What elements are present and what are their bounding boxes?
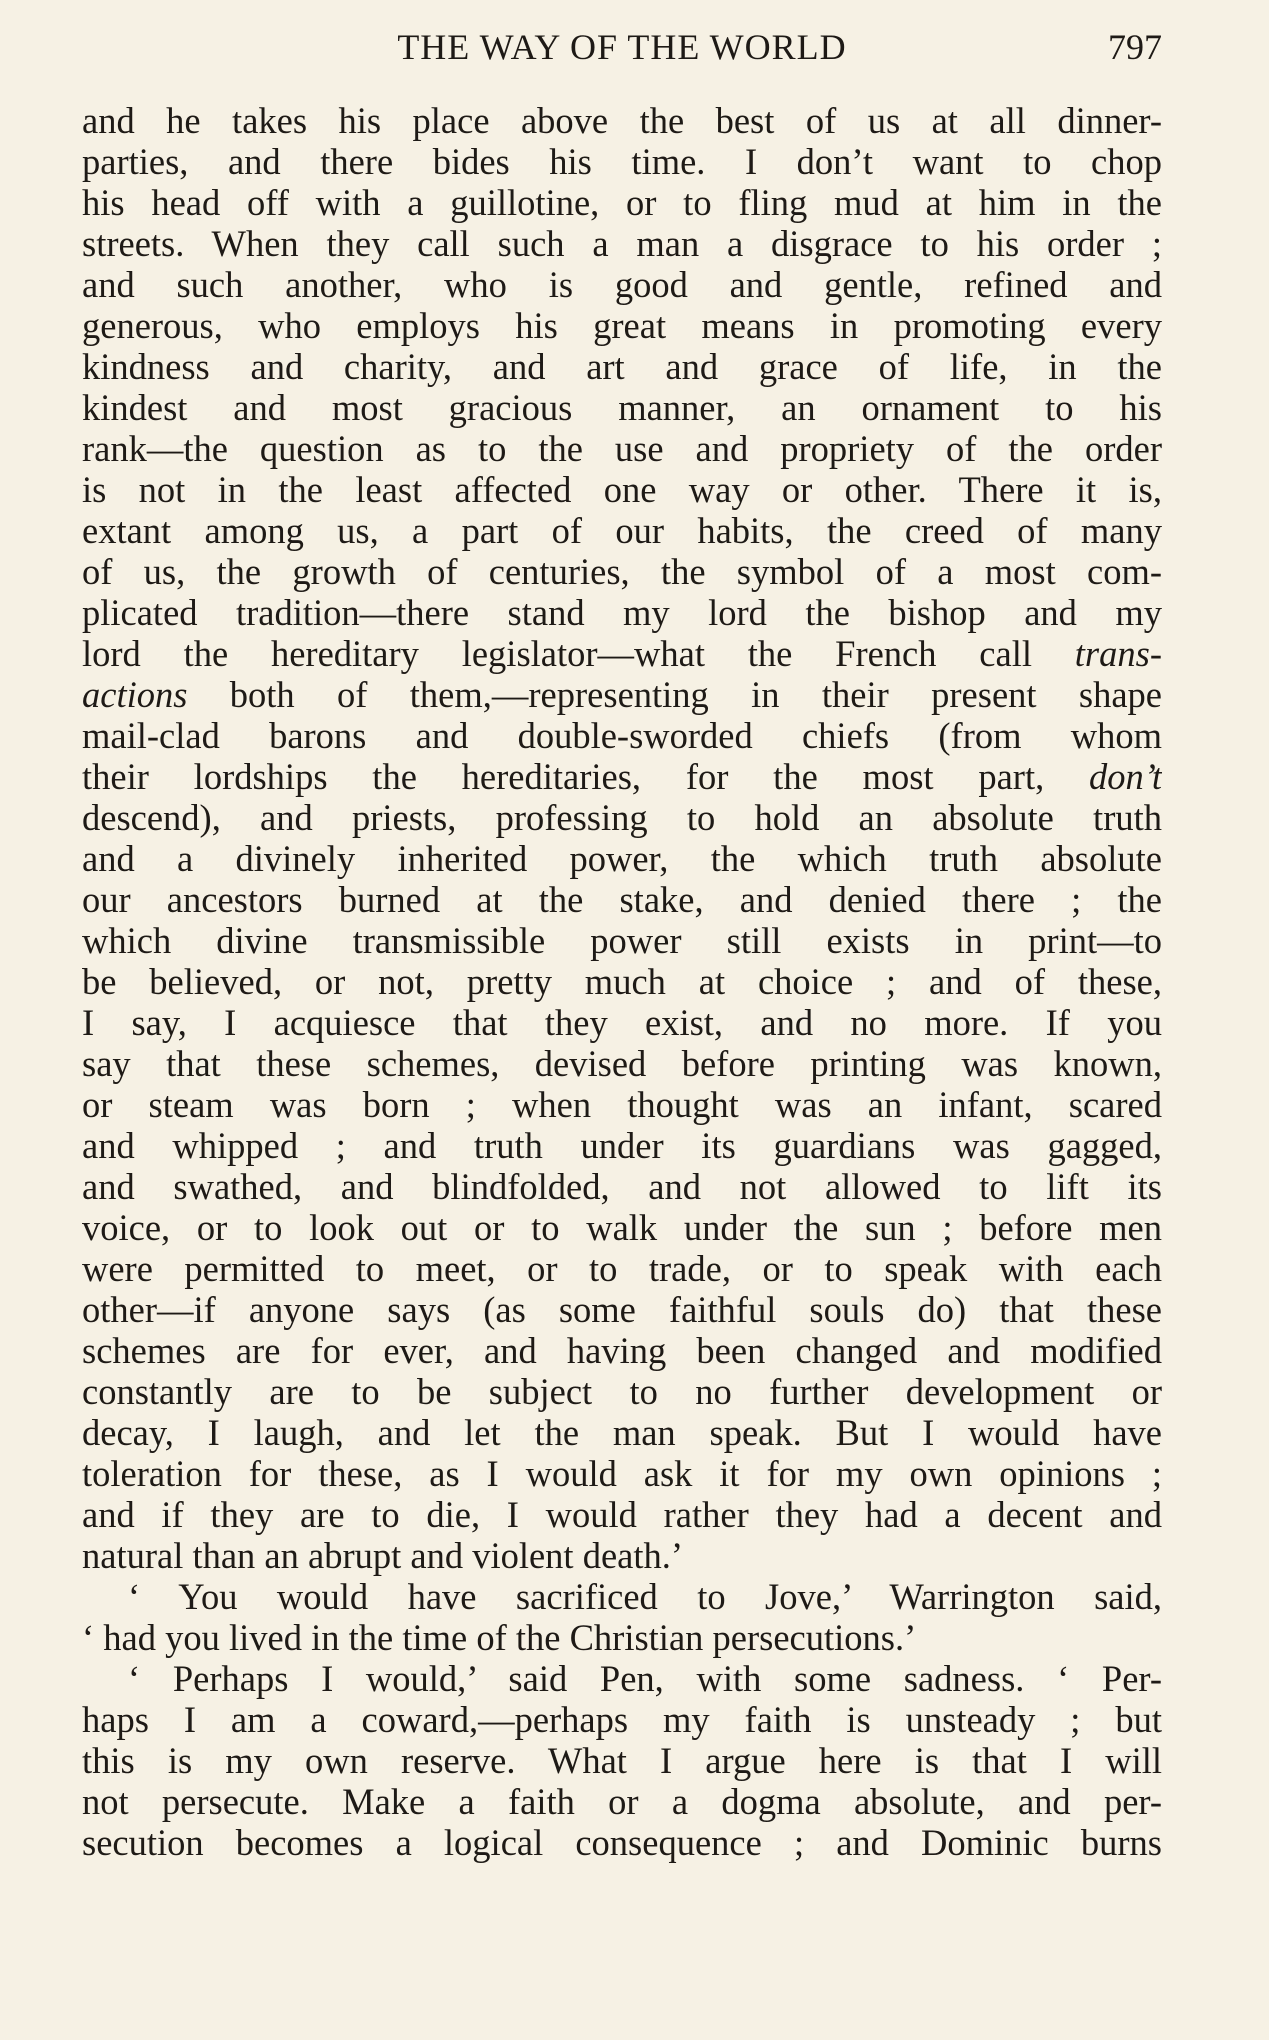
text-line: generous, who employs his great means in promoting every	[82, 305, 1162, 346]
text-line: this is my own reserve. What I argue here is that I will	[82, 1740, 1162, 1781]
text-line: I say, I acquiesce that they exist, and no more. If you	[82, 1002, 1162, 1043]
running-head	[82, 22, 1162, 72]
text-line: kindness and charity, and art and grace of life, in the	[82, 346, 1162, 387]
text-line: haps I am a coward,—perhaps my faith is unsteady ; but	[82, 1699, 1162, 1740]
text-line: streets. When they call such a man a disgrace to his order ;	[82, 223, 1162, 264]
text-line: be believed, or not, pretty much at choice ; and of these,	[82, 961, 1162, 1002]
text-line: schemes are for ever, and having been changed and modified	[82, 1330, 1162, 1371]
text-line: and a divinely inherited power, the which truth absolute	[82, 838, 1162, 879]
text-line: decay, I laugh, and let the man speak. But I would have	[82, 1412, 1162, 1453]
text-line: ‘ had you lived in the time of the Christian persecutions.’	[82, 1617, 917, 1658]
text-line	[82, 633, 1162, 674]
text-line: ‘ You would have sacrificed to Jove,’ Warrington said,	[128, 1576, 1162, 1617]
text-line: constantly are to be subject to no further development or	[82, 1371, 1162, 1412]
text-line	[82, 674, 1162, 715]
text-line: were permitted to meet, or to trade, or to speak with each	[82, 1248, 1162, 1289]
text-line: his head off with a guillotine, or to fling mud at him in the	[82, 182, 1162, 223]
text-line: other—if anyone says (as some faithful souls do) that these	[82, 1289, 1162, 1330]
text-line: parties, and there bides his time. I don’t want to chop	[82, 141, 1162, 182]
text-line: say that these schemes, devised before printing was known,	[82, 1043, 1162, 1084]
text-line: and swathed, and blindfolded, and not allowed to lift its	[82, 1166, 1162, 1207]
text-line: rank—the question as to the use and propriety of the order	[82, 428, 1162, 469]
text-line: plicated tradition—there stand my lord the bishop and my	[82, 592, 1162, 633]
text-line: is not in the least affected one way or other. There it is,	[82, 469, 1162, 510]
text-line: secution becomes a logical consequence ; and Dominic burns	[82, 1822, 1162, 1863]
text-line: descend), and priests, professing to hold an absolute truth	[82, 797, 1162, 838]
italic-word: don’t	[1089, 756, 1162, 797]
page-number: 797	[1108, 27, 1162, 67]
text-line: voice, or to look out or to walk under the sun ; before men	[82, 1207, 1162, 1248]
running-title: THE WAY OF THE WORLD	[397, 27, 847, 67]
text-line: ‘ Perhaps I would,’ said Pen, with some sadness. ‘ Per-	[128, 1658, 1162, 1699]
italic-word: actions	[82, 674, 188, 715]
text-line: not persecute. Make a faith or a dogma absolute, and per-	[82, 1781, 1162, 1822]
text-line: and such another, who is good and gentle, refined and	[82, 264, 1162, 305]
text-line: and he takes his place above the best of us at all dinner-	[82, 100, 1162, 141]
text-line: which divine transmissible power still exists in print—to	[82, 920, 1162, 961]
text-line: and whipped ; and truth under its guardians was gagged,	[82, 1125, 1162, 1166]
text-line: of us, the growth of centuries, the symbol of a most com-	[82, 551, 1162, 592]
text-line: kindest and most gracious manner, an ornament to his	[82, 387, 1162, 428]
text-line	[82, 756, 1162, 797]
text-line: and if they are to die, I would rather they had a decent and	[82, 1494, 1162, 1535]
text-line: our ancestors burned at the stake, and denied there ; the	[82, 879, 1162, 920]
body-text	[82, 100, 1162, 1863]
text-line: or steam was born ; when thought was an infant, scared	[82, 1084, 1162, 1125]
text-line: extant among us, a part of our habits, the creed of many	[82, 510, 1162, 551]
text-line: toleration for these, as I would ask it for my own opinions ;	[82, 1453, 1162, 1494]
line-segment: lord the hereditary legislator—what the French call	[82, 633, 1075, 674]
text-line: natural than an abrupt and violent death.’	[82, 1535, 684, 1576]
line-segment: both of them,—representing in their present shape	[187, 674, 1162, 715]
line-segment: their lordships the hereditaries, for the most part,	[82, 756, 1089, 797]
italic-word: trans-	[1074, 633, 1162, 674]
text-line: mail-clad barons and double-sworded chiefs (from whom	[82, 715, 1162, 756]
